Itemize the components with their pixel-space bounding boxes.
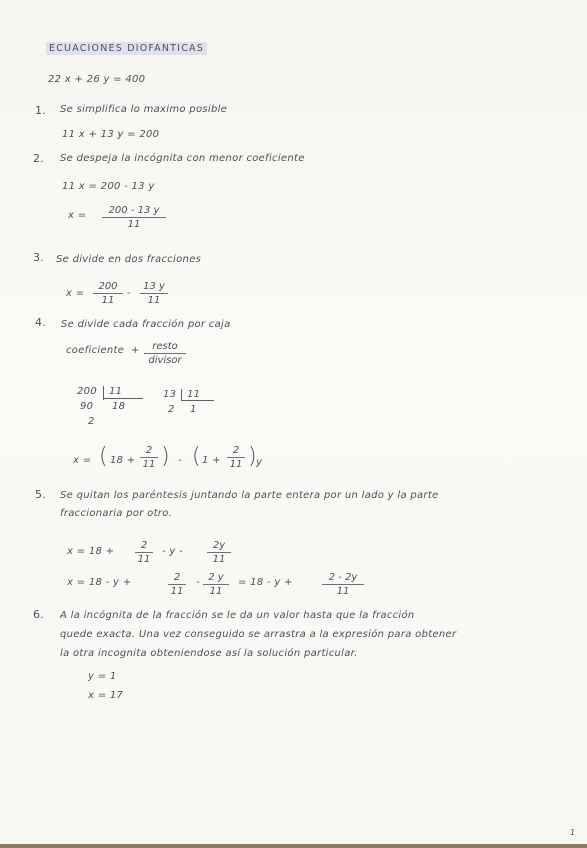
fraction-denominator: 11 — [212, 554, 226, 565]
fraction-denominator: 11 — [101, 295, 115, 306]
step-4-fraction-b — [227, 445, 245, 470]
step-6-text-line-1: A la incógnita de la fracción se le da un valor hasta que la fracción — [60, 610, 415, 621]
solution-x: x = 17 — [88, 690, 124, 701]
division-2-bar — [181, 400, 214, 401]
fraction-numerator: 13 y — [140, 281, 168, 294]
step-3-text: Se divide en dos fracciones — [56, 254, 202, 265]
step-5-line-1-start: x = 18 + — [67, 546, 115, 557]
fraction-denominator: 11 — [127, 219, 141, 230]
step-4-number: 4. — [35, 316, 47, 329]
step-3-minus: - — [127, 288, 131, 299]
step-2-fraction — [102, 205, 166, 230]
step-5-line-2-fraction-b — [203, 572, 229, 597]
step-2-equation: 11 x = 200 - 13 y — [62, 181, 155, 192]
step-5-line-1-fraction-a — [135, 540, 153, 565]
step-5-line-1-fraction-b — [207, 540, 231, 565]
step-4-fraction-a — [140, 445, 158, 470]
fraction-denominator: 11 — [142, 459, 156, 470]
step-6-number: 6. — [33, 608, 45, 621]
step-4-minus: - — [178, 455, 182, 466]
step-4-term-1: 18 + — [110, 455, 136, 466]
close-paren: ) — [161, 444, 170, 469]
fraction-denominator: 11 — [209, 586, 223, 597]
step-1-equation: 11 x + 13 y = 200 — [62, 129, 160, 140]
step-4-x: x = — [73, 455, 92, 466]
page-title: ECUACIONES DIOFANTICAS — [46, 42, 207, 55]
division-2-dividend: 13 — [163, 389, 177, 400]
solution-y: y = 1 — [88, 671, 117, 682]
fraction-numerator: 2 — [168, 572, 186, 585]
fraction-numerator: 2 y — [203, 572, 229, 585]
fraction-denominator: 11 — [229, 459, 243, 470]
step-5-line-2-minus: - — [196, 577, 200, 588]
division-2-divisor: 11 — [187, 389, 201, 400]
step-2-number: 2. — [33, 152, 45, 165]
step-3-fraction-2 — [140, 281, 168, 306]
step-4-coeficiente: coeficiente — [66, 345, 125, 356]
step-1-text: Se simplifica lo maximo posible — [60, 104, 228, 115]
fraction-numerator: 2 — [140, 445, 158, 458]
fraction-denominator: 11 — [336, 586, 350, 597]
step-5-text-line-2: fraccionaria por otro. — [60, 508, 173, 519]
division-1-remainder-2: 2 — [88, 416, 95, 427]
fraction-denominator: 11 — [170, 586, 184, 597]
step-1-number: 1. — [35, 104, 47, 117]
step-5-number: 5. — [35, 488, 47, 501]
step-5-line-2-fraction-a — [168, 572, 186, 597]
fraction-numerator: 200 — [93, 281, 123, 294]
main-equation: 22 x + 26 y = 400 — [48, 74, 146, 85]
step-2-text: Se despeja la incógnita con menor coeficiente — [60, 153, 305, 164]
fraction-denominator: divisor — [148, 355, 182, 366]
step-4-resto-divisor — [144, 341, 186, 366]
page-number: 1 — [570, 828, 576, 837]
fraction-numerator: 2 — [135, 540, 153, 553]
division-1-bar — [103, 398, 143, 399]
step-3-fraction-1 — [93, 281, 123, 306]
division-2-remainder: 2 — [168, 404, 175, 415]
step-6-text-line-2: quede exacta. Una vez conseguido se arrastra a la expresión para obtener — [60, 629, 457, 640]
step-4-y: y — [256, 457, 263, 468]
step-4-text: Se divide cada fracción por caja — [61, 319, 231, 330]
step-3-x: x = — [66, 288, 85, 299]
division-2-quotient: 1 — [190, 404, 197, 415]
step-5-line-2-fraction-c — [322, 572, 364, 597]
step-4-plus: + — [131, 345, 140, 356]
division-1-divisor: 11 — [109, 386, 123, 397]
step-5-line-2-equals: = 18 - y + — [238, 577, 293, 588]
fraction-numerator: 2 - 2y — [322, 572, 364, 585]
step-2-x: x = — [68, 210, 87, 221]
fraction-numerator: resto — [144, 341, 186, 354]
fraction-numerator: 200 - 13 y — [102, 205, 166, 218]
close-paren: ) — [248, 444, 257, 469]
fraction-numerator: 2 — [227, 445, 245, 458]
step-5-line-1-middle: - y - — [162, 546, 183, 557]
fraction-numerator: 2y — [207, 540, 231, 553]
step-3-number: 3. — [33, 251, 45, 264]
fraction-denominator: 11 — [137, 554, 151, 565]
division-1-remainder-1: 90 — [80, 401, 94, 412]
open-paren: ( — [99, 444, 108, 469]
fraction-denominator: 11 — [147, 295, 161, 306]
division-1-dividend: 200 — [77, 386, 97, 397]
step-4-term-2: 1 + — [202, 455, 221, 466]
open-paren: ( — [192, 444, 201, 469]
page-edge — [0, 844, 587, 848]
step-5-line-2-start: x = 18 - y + — [67, 577, 132, 588]
step-5-text-line-1: Se quitan los paréntesis juntando la parte entera por un lado y la parte — [60, 490, 439, 501]
step-6-text-line-3: la otra incognita obteniendose así la solución particular. — [60, 648, 358, 659]
division-1-quotient: 18 — [112, 401, 126, 412]
